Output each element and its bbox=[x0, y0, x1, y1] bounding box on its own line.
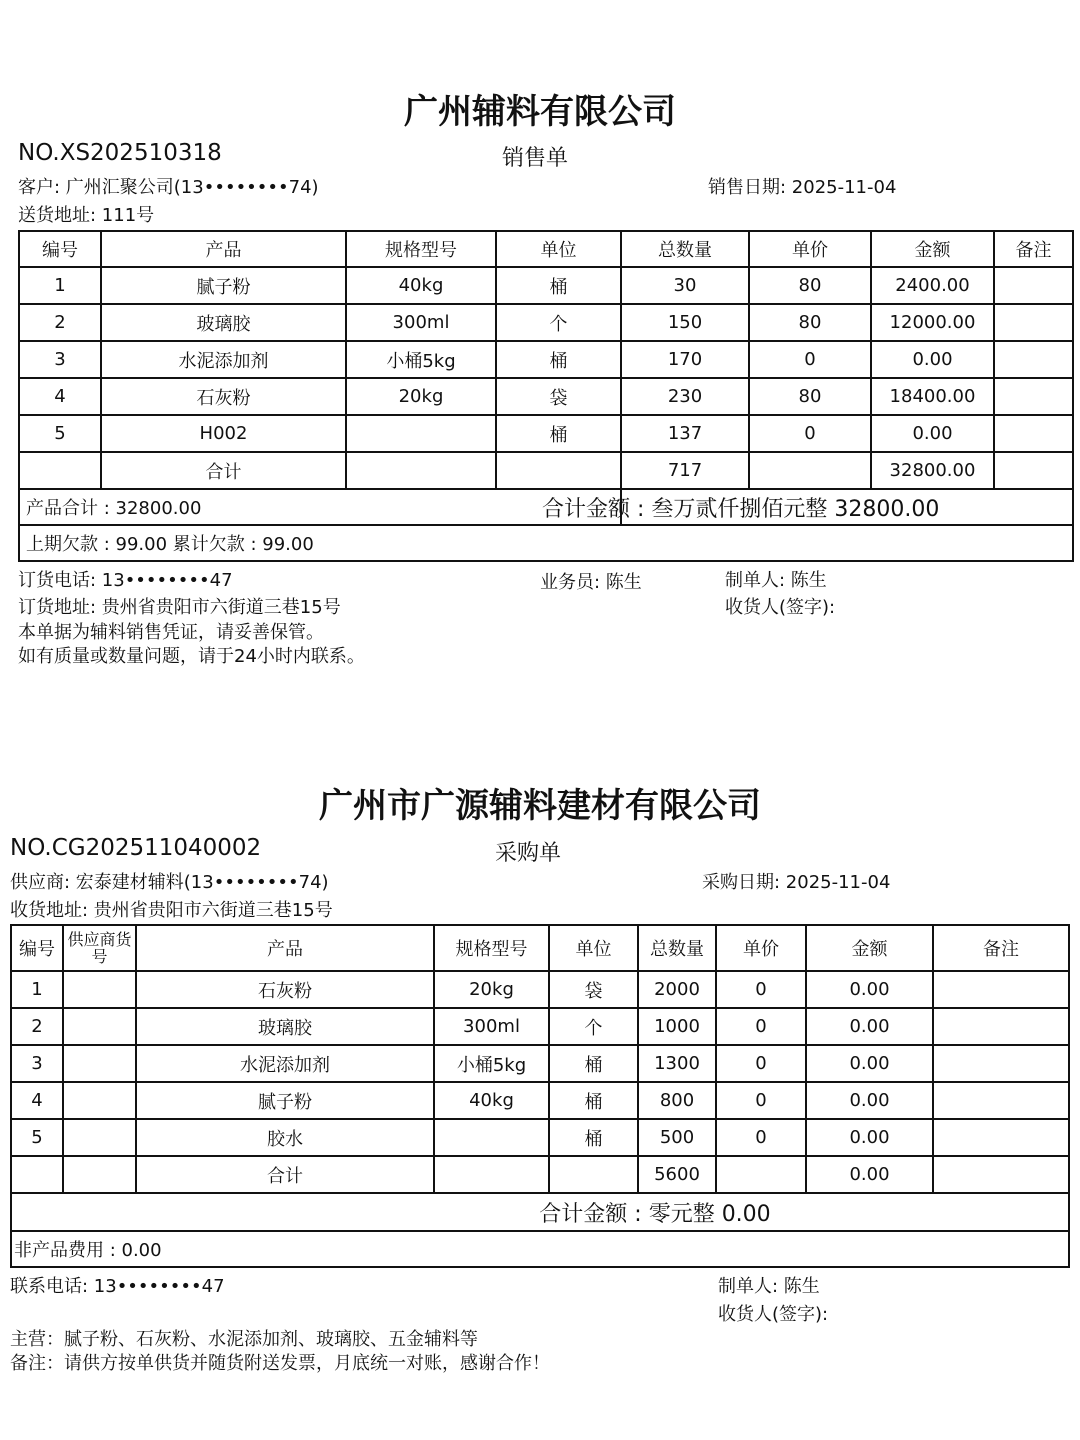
table-row bbox=[11, 1156, 1069, 1193]
table-cell: 150 bbox=[621, 304, 749, 341]
table-cell: 0.00 bbox=[871, 341, 994, 378]
order-phone: 订货电话: 13••••••••47 bbox=[18, 570, 233, 591]
table-cell bbox=[933, 1008, 1069, 1045]
table-cell bbox=[933, 1156, 1069, 1193]
table-cell: 0 bbox=[749, 415, 871, 452]
table-cell: 0.00 bbox=[806, 1119, 933, 1156]
table-cell bbox=[994, 341, 1073, 378]
table-cell: 5 bbox=[19, 415, 101, 452]
table-cell bbox=[346, 415, 496, 452]
table-row bbox=[11, 971, 1069, 1008]
purchase-total-amount: 合计金额 : 零元整 0.00 bbox=[11, 1193, 1069, 1231]
customer: 客户: 广州汇聚公司(13••••••••74) bbox=[18, 177, 319, 198]
column-header: 编号 bbox=[11, 925, 63, 971]
table-cell bbox=[63, 1045, 136, 1082]
table-cell: 0 bbox=[716, 1082, 806, 1119]
table-cell: 小桶5kg bbox=[434, 1045, 549, 1082]
column-header: 产品 bbox=[136, 925, 434, 971]
table-row bbox=[11, 1008, 1069, 1045]
table-cell: 1300 bbox=[638, 1045, 716, 1082]
sales-maker: 制单人: 陈生 bbox=[725, 570, 827, 591]
contact-phone: 联系电话: 13••••••••47 bbox=[10, 1276, 225, 1297]
table-cell bbox=[63, 971, 136, 1008]
table-cell: 230 bbox=[621, 378, 749, 415]
table-cell: 水泥添加剂 bbox=[101, 341, 346, 378]
table-cell: 桶 bbox=[496, 341, 621, 378]
sales-order-number: NO.XS202510318 bbox=[18, 140, 222, 166]
sales-table bbox=[18, 230, 1074, 562]
table-cell: 0 bbox=[716, 1119, 806, 1156]
table-cell: 32800.00 bbox=[871, 452, 994, 489]
sales-doc-type: 销售单 bbox=[502, 146, 569, 171]
table-cell bbox=[496, 452, 621, 489]
table-cell bbox=[749, 452, 871, 489]
table-cell: 0.00 bbox=[806, 1008, 933, 1045]
table-cell: 袋 bbox=[549, 971, 638, 1008]
table-cell: 300ml bbox=[346, 304, 496, 341]
supplier: 供应商: 宏泰建材辅料(13••••••••74) bbox=[10, 872, 329, 893]
table-cell: 137 bbox=[621, 415, 749, 452]
table-cell: 3 bbox=[11, 1045, 63, 1082]
table-row bbox=[19, 267, 1073, 304]
table-cell bbox=[994, 452, 1073, 489]
table-cell: 40kg bbox=[346, 267, 496, 304]
column-header: 总数量 bbox=[621, 231, 749, 267]
table-cell: 袋 bbox=[496, 378, 621, 415]
purchase-doc-type: 采购单 bbox=[495, 841, 562, 866]
table-cell: 1000 bbox=[638, 1008, 716, 1045]
table-cell: 桶 bbox=[496, 415, 621, 452]
table-cell: 合计 bbox=[101, 452, 346, 489]
table-cell: 12000.00 bbox=[871, 304, 994, 341]
table-row bbox=[11, 1119, 1069, 1156]
purchase-receiver: 收货人(签字): bbox=[718, 1304, 829, 1325]
table-cell bbox=[933, 1045, 1069, 1082]
table-row bbox=[19, 415, 1073, 452]
table-cell: 1 bbox=[11, 971, 63, 1008]
table-cell bbox=[994, 267, 1073, 304]
column-header: 单位 bbox=[496, 231, 621, 267]
table-cell: 0.00 bbox=[806, 1082, 933, 1119]
purchase-company-title: 广州市广源辅料建材有限公司 bbox=[319, 786, 761, 826]
table-cell: 0.00 bbox=[806, 1045, 933, 1082]
sales-company-title: 广州辅料有限公司 bbox=[404, 92, 676, 132]
table-cell: 桶 bbox=[549, 1045, 638, 1082]
table-cell: 4 bbox=[11, 1082, 63, 1119]
table-cell bbox=[994, 378, 1073, 415]
table-cell: 0.00 bbox=[806, 971, 933, 1008]
table-cell: 300ml bbox=[434, 1008, 549, 1045]
sales-date: 销售日期: 2025-11-04 bbox=[708, 177, 897, 198]
table-cell: 0 bbox=[716, 1008, 806, 1045]
table-cell bbox=[549, 1156, 638, 1193]
table-row bbox=[11, 1082, 1069, 1119]
table-cell: H002 bbox=[101, 415, 346, 452]
table-cell: 水泥添加剂 bbox=[136, 1045, 434, 1082]
order-address: 订货地址: 贵州省贵阳市六街道三巷15号 bbox=[18, 597, 341, 618]
table-cell: 5600 bbox=[638, 1156, 716, 1193]
table-cell bbox=[19, 452, 101, 489]
column-header: 规格型号 bbox=[346, 231, 496, 267]
delivery-address: 送货地址: 111号 bbox=[18, 205, 155, 226]
table-row bbox=[19, 341, 1073, 378]
column-header: 供应商货号 bbox=[63, 925, 136, 971]
non-product-fee: 非产品费用 : 0.00 bbox=[11, 1231, 1069, 1267]
table-cell: 18400.00 bbox=[871, 378, 994, 415]
table-cell: 2400.00 bbox=[871, 267, 994, 304]
sales-total-amount: 合计金额 : 叁万贰仟捌佰元整 32800.00 bbox=[621, 489, 1073, 525]
table-cell: 3 bbox=[19, 341, 101, 378]
column-header: 单位 bbox=[549, 925, 638, 971]
table-cell: 40kg bbox=[434, 1082, 549, 1119]
table-cell: 石灰粉 bbox=[136, 971, 434, 1008]
table-cell: 个 bbox=[549, 1008, 638, 1045]
table-cell bbox=[63, 1082, 136, 1119]
table-cell: 个 bbox=[496, 304, 621, 341]
table-cell: 80 bbox=[749, 267, 871, 304]
remark: 备注：请供方按单供货并随货附送发票，月底统一对账，感谢合作！ bbox=[10, 1353, 550, 1374]
purchase-table bbox=[10, 924, 1070, 1268]
table-cell bbox=[933, 1082, 1069, 1119]
table-cell bbox=[434, 1119, 549, 1156]
main-business: 主营：腻子粉、石灰粉、水泥添加剂、玻璃胶、五金辅料等 bbox=[10, 1329, 478, 1350]
table-cell bbox=[63, 1008, 136, 1045]
table-header-row bbox=[19, 231, 1073, 267]
table-cell: 桶 bbox=[496, 267, 621, 304]
table-cell: 4 bbox=[19, 378, 101, 415]
table-row bbox=[19, 378, 1073, 415]
column-header: 产品 bbox=[101, 231, 346, 267]
debt-info: 上期欠款 : 99.00 累计欠款 : 99.00 bbox=[19, 525, 1073, 561]
table-cell: 合计 bbox=[136, 1156, 434, 1193]
table-cell: 0 bbox=[716, 971, 806, 1008]
table-cell: 腻子粉 bbox=[101, 267, 346, 304]
table-cell: 5 bbox=[11, 1119, 63, 1156]
table-cell: 80 bbox=[749, 378, 871, 415]
table-cell: 800 bbox=[638, 1082, 716, 1119]
table-row bbox=[11, 1045, 1069, 1082]
salesman: 业务员: 陈生 bbox=[540, 572, 642, 593]
table-cell: 桶 bbox=[549, 1119, 638, 1156]
purchase-date: 采购日期: 2025-11-04 bbox=[702, 872, 891, 893]
table-cell: 170 bbox=[621, 341, 749, 378]
column-header: 备注 bbox=[994, 231, 1073, 267]
note-1: 本单据为辅料销售凭证，请妥善保管。 bbox=[18, 622, 324, 643]
purchase-maker: 制单人: 陈生 bbox=[718, 1276, 820, 1297]
table-cell: 胶水 bbox=[136, 1119, 434, 1156]
table-row bbox=[19, 304, 1073, 341]
table-cell: 0 bbox=[749, 341, 871, 378]
table-cell: 30 bbox=[621, 267, 749, 304]
table-cell: 腻子粉 bbox=[136, 1082, 434, 1119]
table-cell: 2000 bbox=[638, 971, 716, 1008]
receiving-address: 收货地址: 贵州省贵阳市六街道三巷15号 bbox=[10, 900, 333, 921]
table-cell: 桶 bbox=[549, 1082, 638, 1119]
table-cell: 玻璃胶 bbox=[101, 304, 346, 341]
column-header: 金额 bbox=[871, 231, 994, 267]
table-cell: 2 bbox=[11, 1008, 63, 1045]
column-header: 单价 bbox=[716, 925, 806, 971]
table-cell: 0 bbox=[716, 1045, 806, 1082]
table-cell: 石灰粉 bbox=[101, 378, 346, 415]
note-2: 如有质量或数量问题，请于24小时内联系。 bbox=[18, 646, 365, 667]
column-header: 总数量 bbox=[638, 925, 716, 971]
table-cell bbox=[933, 1119, 1069, 1156]
purchase-order-number: NO.CG202511040002 bbox=[10, 835, 262, 861]
table-header-row bbox=[11, 925, 1069, 971]
column-header: 备注 bbox=[933, 925, 1069, 971]
table-cell bbox=[716, 1156, 806, 1193]
table-cell: 0.00 bbox=[806, 1156, 933, 1193]
table-cell bbox=[63, 1119, 136, 1156]
table-cell: 1 bbox=[19, 267, 101, 304]
table-cell bbox=[346, 452, 496, 489]
column-header: 编号 bbox=[19, 231, 101, 267]
table-cell bbox=[933, 971, 1069, 1008]
column-header: 单价 bbox=[749, 231, 871, 267]
table-cell bbox=[994, 415, 1073, 452]
table-cell: 500 bbox=[638, 1119, 716, 1156]
table-cell: 玻璃胶 bbox=[136, 1008, 434, 1045]
column-header: 规格型号 bbox=[434, 925, 549, 971]
table-cell: 80 bbox=[749, 304, 871, 341]
table-cell: 717 bbox=[621, 452, 749, 489]
table-cell bbox=[11, 1156, 63, 1193]
table-cell bbox=[434, 1156, 549, 1193]
table-cell bbox=[63, 1156, 136, 1193]
table-cell bbox=[994, 304, 1073, 341]
product-total: 产品合计 : 32800.00 bbox=[19, 489, 621, 525]
table-cell: 0.00 bbox=[871, 415, 994, 452]
table-cell: 2 bbox=[19, 304, 101, 341]
table-cell: 小桶5kg bbox=[346, 341, 496, 378]
column-header: 金额 bbox=[806, 925, 933, 971]
table-row bbox=[19, 452, 1073, 489]
sales-receiver: 收货人(签字): bbox=[725, 597, 836, 618]
table-cell: 20kg bbox=[434, 971, 549, 1008]
table-cell: 20kg bbox=[346, 378, 496, 415]
